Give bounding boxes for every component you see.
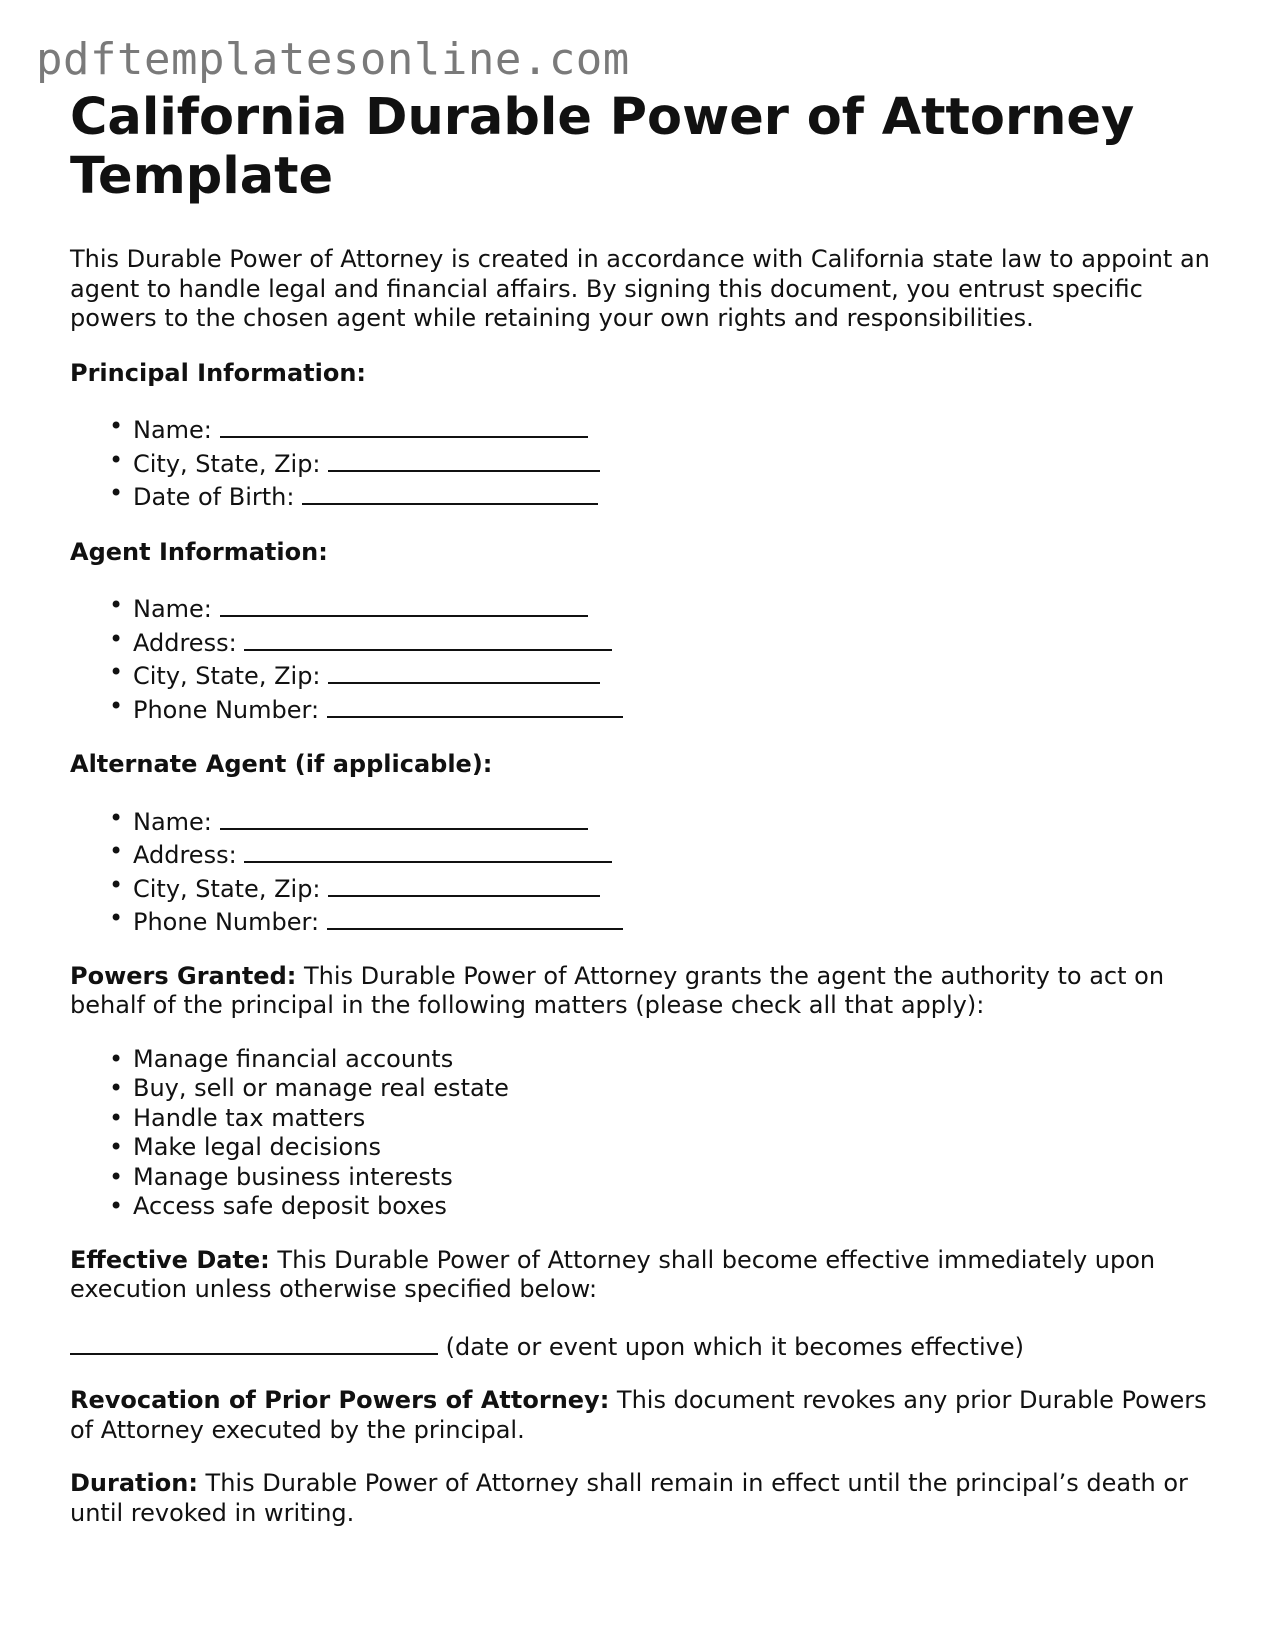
alternate-agent-heading: Alternate Agent (if applicable): — [70, 750, 493, 778]
list-item: • Manage business interests — [133, 1163, 1220, 1193]
effective-date-blank[interactable] — [70, 1329, 438, 1355]
list-item — [133, 446, 1220, 480]
powers-granted-label: Powers Granted: — [70, 961, 297, 990]
phone-number-blank[interactable] — [327, 904, 623, 930]
principal-heading: Principal Information: — [70, 358, 367, 387]
list-item: • Manage financial accounts — [133, 1045, 1220, 1075]
field-label: City, State, Zip: — [133, 662, 321, 690]
effective-date-line — [70, 1329, 1220, 1363]
list-item — [133, 591, 1220, 625]
agent-fields — [70, 591, 1220, 725]
name-blank[interactable] — [220, 591, 588, 617]
list-item: • Access safe deposit boxes — [133, 1192, 1220, 1222]
principal-fields — [70, 412, 1220, 513]
field-label: Address: — [133, 628, 237, 657]
field-label: Name: — [133, 416, 212, 444]
revocation-label: Revocation of Prior Powers of Attorney: — [70, 1386, 610, 1414]
duration-label: Duration: — [70, 1469, 198, 1497]
powers-granted-text: This Durable Power of Attorney grants the agent the authority to act on behalf of the principal in the following matters (please check all that apply): — [70, 961, 1165, 1019]
list-item: • Make legal decisions — [133, 1133, 1220, 1163]
alternate-agent-fields — [70, 804, 1220, 938]
watermark: pdftemplatesonline.com — [36, 34, 630, 85]
revocation-paragraph — [70, 1386, 1220, 1445]
revocation-text: This document revokes any prior Durable Powers of Attorney executed by the principal. — [70, 1386, 1207, 1444]
list-item — [133, 692, 1220, 726]
powers-list — [70, 1045, 1220, 1222]
city-state-zip-blank[interactable] — [328, 446, 600, 472]
field-label: Phone Number: — [133, 695, 320, 724]
name-blank[interactable] — [220, 804, 588, 830]
city-state-zip-blank[interactable] — [328, 871, 600, 897]
name-blank[interactable] — [220, 412, 588, 438]
phone-number-blank[interactable] — [327, 692, 623, 718]
field-label: Address: — [133, 841, 237, 869]
list-item — [133, 625, 1220, 659]
list-item — [133, 837, 1220, 871]
date-of-birth-blank[interactable] — [302, 479, 598, 505]
address-blank[interactable] — [244, 837, 612, 863]
address-blank[interactable] — [244, 625, 612, 651]
intro-paragraph: This Durable Power of Attorney is created in accordance with California state law to appoint an agent to handle legal and financial affairs. By signing this document, you entrust specific powers to the chosen agent while retaining your own rights and responsibilities. — [70, 245, 1210, 332]
list-item — [133, 871, 1220, 905]
list-item: • Handle tax matters — [133, 1104, 1220, 1134]
list-item — [133, 412, 1220, 446]
duration-text: This Durable Power of Attorney shall remain in effect until the principal’s death or until revoked in writing. — [70, 1469, 1188, 1527]
list-item — [133, 479, 1220, 513]
effective-date-caption: (date or event upon which it becomes effective) — [438, 1332, 1024, 1361]
field-label: City, State, Zip: — [133, 449, 321, 478]
agent-heading: Agent Information: — [70, 537, 328, 566]
document-page — [70, 88, 1220, 1528]
effective-date-label: Effective Date: — [70, 1245, 270, 1274]
field-label: Name: — [133, 595, 212, 623]
page-title: California Durable Power of Attorney Template — [70, 88, 1135, 206]
powers-granted-paragraph — [70, 962, 1220, 1021]
field-label: City, State, Zip: — [133, 874, 321, 903]
effective-date-text: This Durable Power of Attorney shall become effective immediately upon execution unless otherwise specified below: — [70, 1245, 1156, 1303]
list-item — [133, 804, 1220, 838]
duration-paragraph — [70, 1469, 1220, 1528]
list-item — [133, 658, 1220, 692]
list-item — [133, 904, 1220, 938]
effective-date-paragraph — [70, 1246, 1220, 1305]
field-label: Name: — [133, 807, 212, 836]
field-label: Date of Birth: — [133, 483, 295, 511]
field-label: Phone Number: — [133, 908, 320, 936]
city-state-zip-blank[interactable] — [328, 658, 600, 684]
list-item: • Buy, sell or manage real estate — [133, 1074, 1220, 1104]
